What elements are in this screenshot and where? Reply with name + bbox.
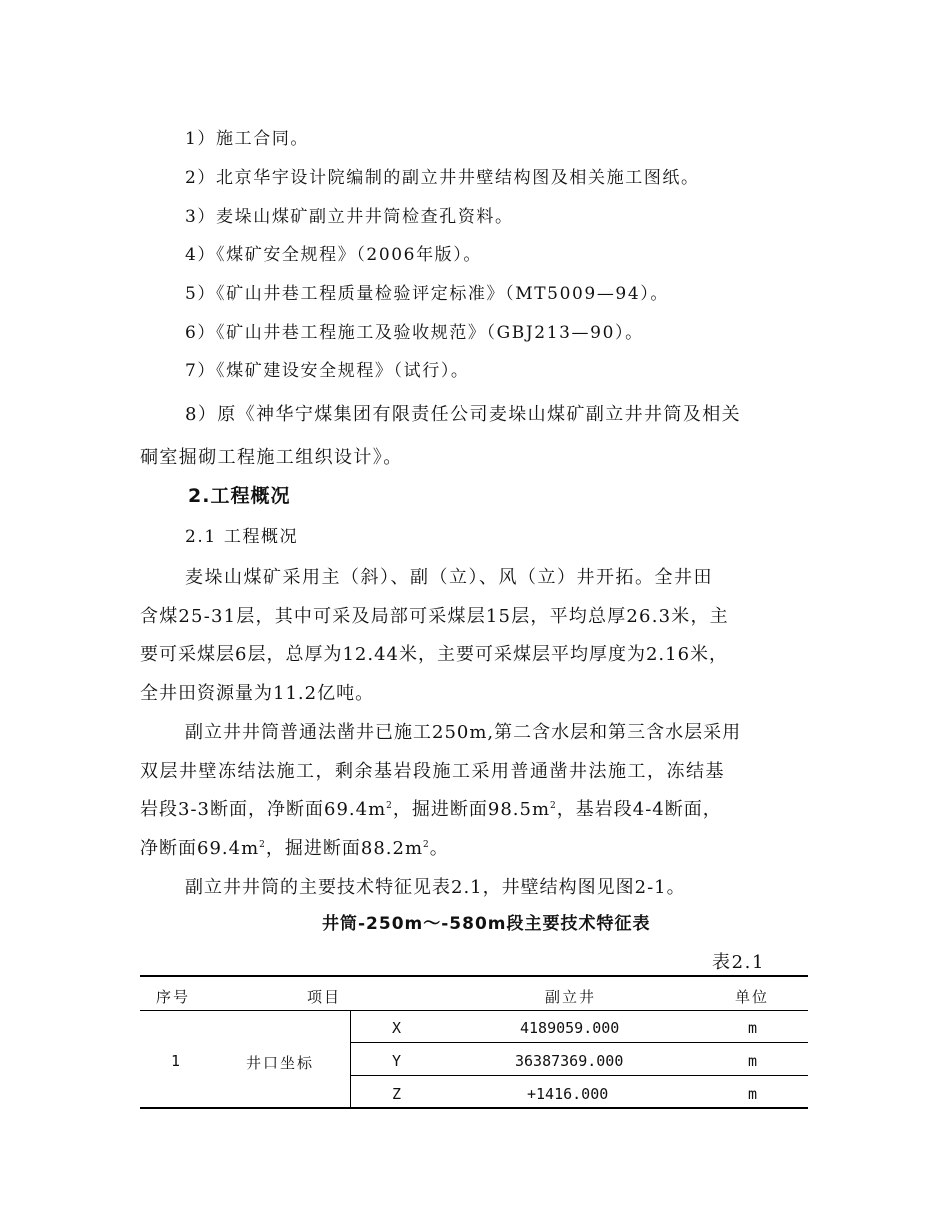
text-span: ，基岩段4-4断面， — [556, 799, 722, 820]
coord-unit: m — [748, 1052, 758, 1070]
coord-value: 4189059.000 — [520, 1019, 620, 1037]
paragraph-line: 含煤25-31层，其中可采及局部可采煤层15层，平均总厚26.3米，主 — [140, 606, 729, 627]
header-rule — [140, 1010, 808, 1011]
superscript: 2 — [386, 801, 393, 811]
coord-axis: X — [392, 1019, 402, 1037]
text-span: ，掘进断面88.2m — [265, 838, 424, 859]
reference-item: 2）北京华宇设计院编制的副立井井壁结构图及相关施工图纸。 — [185, 168, 700, 188]
paragraph-line: 麦垛山煤矿采用主（斜）、副（立）、风（立）井开拓。全井田 — [185, 567, 713, 588]
superscript: 2 — [550, 801, 557, 811]
row-rule — [350, 1042, 808, 1043]
table-caption: 井筒-250m～-580m段主要技术特征表 — [322, 914, 651, 934]
reference-item-continued: 硐室掘砌工程施工组织设计》。 — [140, 447, 403, 468]
reference-item: 3）麦垛山煤矿副立井井筒检查孔资料。 — [185, 207, 514, 227]
paragraph-line — [140, 795, 722, 821]
header-unit: 单位 — [735, 988, 770, 1006]
table-top-rule — [140, 975, 808, 977]
coord-unit: m — [748, 1085, 758, 1103]
reference-item: 1）施工合同。 — [185, 129, 310, 149]
subsection-heading: 2.1 工程概况 — [185, 527, 299, 547]
text-span: 岩段3-3断面，净断面69.4m — [140, 799, 387, 820]
coord-axis: Z — [392, 1085, 402, 1103]
coord-value: 36387369.000 — [515, 1052, 624, 1070]
text-span: 净断面69.4m — [140, 838, 260, 859]
header-no: 序号 — [156, 988, 191, 1006]
reference-item: 5）《矿山井巷工程质量检验评定标准》（MT5009—94）。 — [185, 284, 669, 304]
paragraph-line: 副立井井筒的主要技术特征见表2.1，井壁结构图见图2-1。 — [185, 877, 686, 898]
reference-item: 4）《煤矿安全规程》（2006年版）。 — [185, 245, 482, 265]
paragraph-line: 双层井壁冻结法施工，剩余基岩段施工采用普通凿井法施工，冻结基 — [140, 761, 725, 782]
paragraph-line: 要可采煤层6层，总厚为12.44米，主要可采煤层平均厚度为2.16米， — [140, 644, 729, 665]
text-span: ，掘进断面98.5m — [392, 799, 551, 820]
row-rule — [350, 1075, 808, 1076]
row-no: 1 — [171, 1052, 181, 1070]
superscript: 2 — [259, 840, 266, 850]
table-bottom-rule — [140, 1107, 808, 1109]
header-shaft: 副立井 — [545, 988, 597, 1006]
column-divider — [350, 1010, 351, 1108]
reference-item: 6）《矿山井巷工程施工及验收规范》（GBJ213—90）。 — [185, 323, 644, 343]
row-item: 井口坐标 — [246, 1054, 315, 1072]
section-heading: 2.工程概况 — [188, 485, 291, 507]
paragraph-line — [140, 834, 449, 860]
superscript: 2 — [423, 840, 430, 850]
table-label: 表2.1 — [712, 952, 766, 973]
reference-item: 8）原《神华宁煤集团有限责任公司麦垛山煤矿副立井井筒及相关 — [185, 404, 742, 425]
coord-unit: m — [748, 1019, 758, 1037]
reference-item: 7）《煤矿建设安全规程》（试行）。 — [185, 361, 470, 381]
paragraph-line: 全井田资源量为11.2亿吨。 — [140, 683, 375, 704]
coord-value: +1416.000 — [527, 1085, 609, 1103]
text-span: 。 — [429, 838, 449, 859]
coord-axis: Y — [392, 1052, 402, 1070]
header-item: 项目 — [307, 988, 342, 1006]
paragraph-line: 副立井井筒普通法凿井已施工250m,第二含水层和第三含水层采用 — [185, 722, 742, 743]
